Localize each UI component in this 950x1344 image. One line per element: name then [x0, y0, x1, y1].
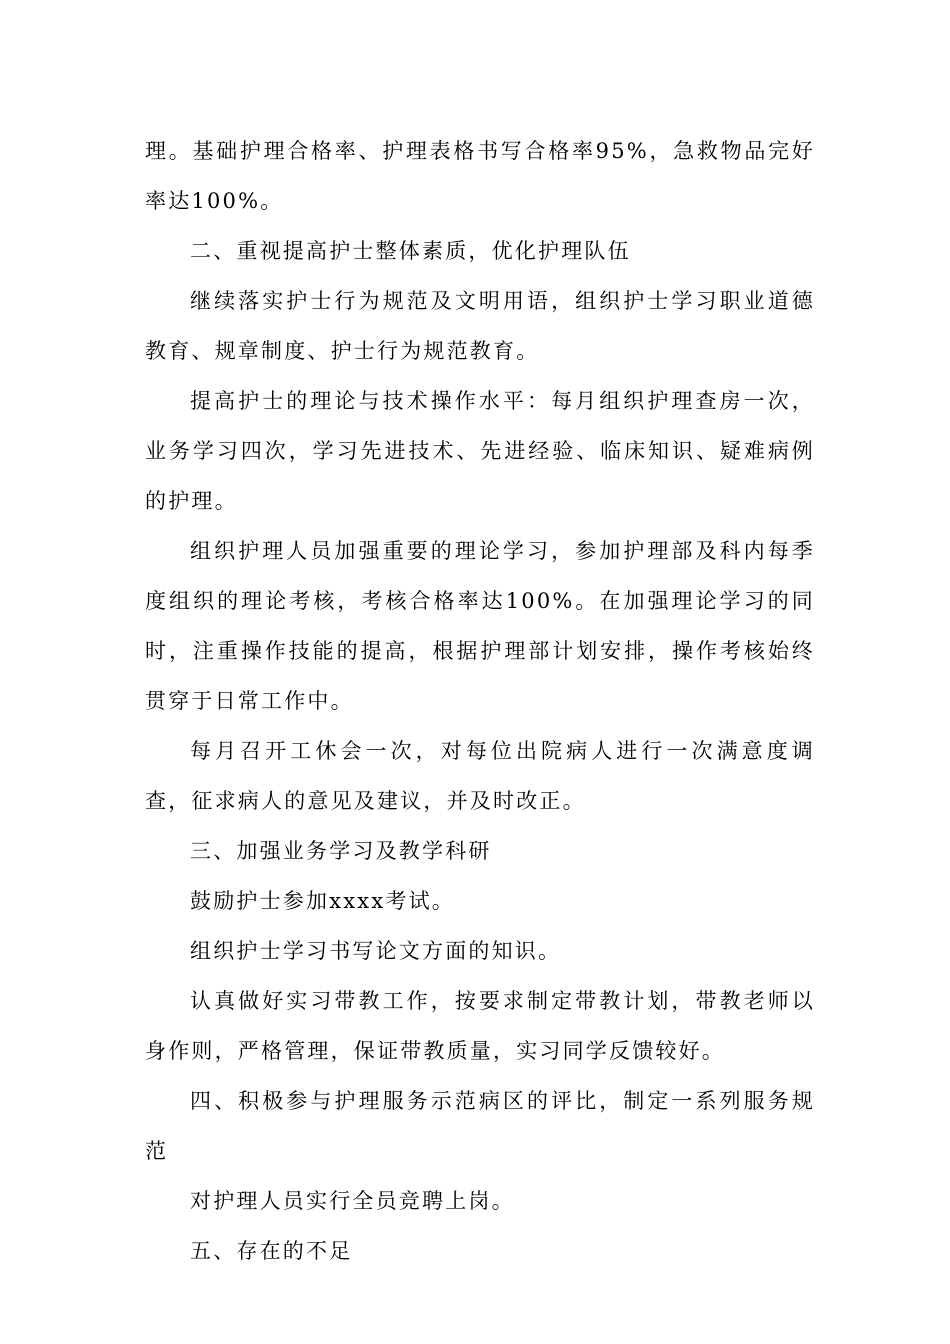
section-heading-2: 二、重视提高护士整体素质，优化护理队伍 [190, 239, 631, 263]
section-heading-3: 三、加强业务学习及教学科研 [190, 839, 492, 863]
paragraph: 鼓励护士参加xxxx考试。 [190, 889, 455, 913]
paragraph: 每月召开工休会一次，对每位出院病人进行一次满意度调查，征求病人的意见及建议，并及时改正。 [145, 739, 815, 813]
section-heading-5: 五、存在的不足 [190, 1239, 353, 1263]
paragraph: 组织护理人员加强重要的理论学习，参加护理部及科内每季度组织的理论考核，考核合格率达100%。在加强理论学习的同时，注重操作技能的提高，根据护理部计划安排，操作考核始终贯穿于日常工作中。 [145, 539, 815, 713]
paragraph: 认真做好实习带教工作，按要求制定带教计划，带教老师以身作则，严格管理，保证带教质量，实习同学反馈较好。 [145, 989, 815, 1063]
paragraph: 继续落实护士行为规范及文明用语，组织护士学习职业道德教育、规章制度、护士行为规范教育。 [145, 289, 815, 363]
paragraph: 对护理人员实行全员竞聘上岗。 [190, 1189, 515, 1213]
paragraph: 组织护士学习书写论文方面的知识。 [190, 939, 562, 963]
section-heading-4: 四、积极参与护理服务示范病区的评比，制定一系列服务规范 [145, 1089, 815, 1163]
paragraph-continuation: 理。基础护理合格率、护理表格书写合格率95%，急救物品完好率达100%。 [145, 139, 815, 213]
document-body [145, 126, 815, 1276]
paragraph: 提高护士的理论与技术操作水平：每月组织护理查房一次，业务学习四次，学习先进技术、先进经验、临床知识、疑难病例的护理。 [145, 389, 815, 513]
